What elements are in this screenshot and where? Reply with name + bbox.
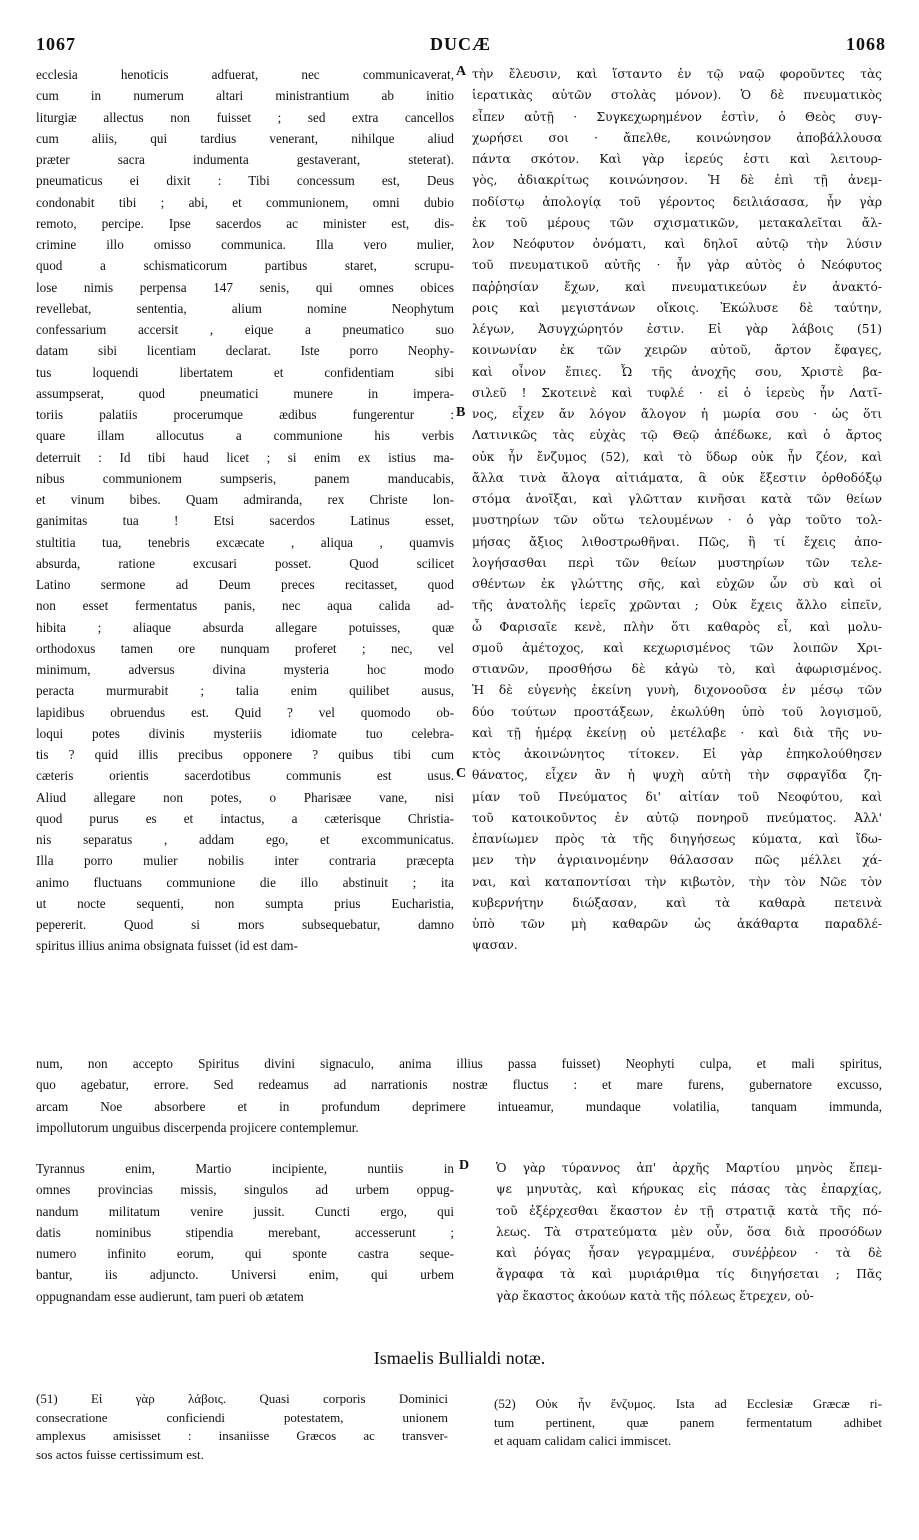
text-line: στιανῶν, προσθήσω δὲ κἀγὼ τὸ, καὶ ἀφωρισμένος. — [472, 662, 882, 676]
text-line: amplexus amisisset : insaniisse Græcos ac transver- — [36, 1428, 448, 1443]
text-line: ἱερατικὰς αὐτῶν στολὰς μόνον). Ὁ δὲ πνευματικὸς — [472, 88, 882, 103]
text-line: crimine illo omisso communica. Illa vero mulier, — [36, 237, 454, 252]
text-line: Tyrannus enim, Martio incipiente, nuntiis in — [36, 1161, 454, 1176]
text-line: μήσας ἄξιος λιθοστρωθῆναι. Πῶς, ἢ τί ἔχεις ἀπο- — [472, 534, 882, 549]
text-line: σμοῦ ἀμέτοχος, καὶ κεχωρισμένος τῶν λοιπῶν Χρι- — [472, 640, 882, 655]
text-line: lose nimis perpensa 147 senis, qui omnes obices — [36, 279, 454, 295]
text-line: datis nominibus stipendia merebant, accesserunt ; — [36, 1224, 454, 1240]
text-line: (51) Εἰ γὰρ λάβοις. Quasi corporis Dominici — [36, 1391, 448, 1406]
text-line: liturgiæ allectus non fuisset ; sed extra cancellos — [36, 109, 454, 125]
text-line: assumpserat, quod pneumatici munere in impera- — [36, 385, 454, 401]
full-width-paragraph — [36, 1053, 882, 1138]
footnote-51 — [36, 1390, 448, 1464]
text-line: arcam Noe absorbere et in profundum deprimere intueamur, mundaque volatilia, tanquam immunda, — [36, 1098, 882, 1114]
text-line: ἄλλα τινὰ ἄλογα αἰτιάματα, ἃ οὐκ ἔξεστιν ὀρθοδόξῳ — [472, 470, 882, 485]
text-line: γὰρ ἕκαστος ἀκούων κατὰ τῆς πόλεως ἔτρεχεν, οὐ- — [496, 1288, 814, 1303]
text-line: στόμα ἀνοῖξαι, καὶ γλῶτταν κινῆσαι κατὰ τῶν θείων — [472, 492, 882, 506]
text-line: λέγων, Ἀσυγχώρητόν ἐστιν. Εἰ γὰρ λάβοις (51) — [472, 322, 882, 336]
text-line: quod a schismaticorum partibus staret, scrupu- — [36, 258, 454, 274]
text-line: et vinum bibes. Quam admiranda, rex Christe lon- — [36, 492, 454, 507]
text-line: stultitia tua, tenebris excæcate , aliqua , quamvis — [36, 534, 454, 550]
text-line: cum aliis, qui tardius venerant, nihilque aliud — [36, 130, 454, 146]
text-line: loqui potes divinis mysteriis idiomate tuo celebra- — [36, 725, 454, 741]
greek-column-1 — [472, 64, 882, 957]
text-line: σθέντων ἐκ γλώττης σῆς, καὶ εὐχῶν ὧν σὺ καὶ οἱ — [472, 577, 882, 591]
text-line: minimum, adversus divina mysteria hoc modo — [36, 662, 454, 677]
text-line: nandum militatum venire jussit. Cuncti ergo, qui — [36, 1203, 454, 1219]
text-line: bantur, iis adjuncto. Universi enim, qui urbem — [36, 1267, 454, 1283]
text-line: λεως. Τὰ στρατεύματα μὲν οὖν, ὅσα διὰ προσόδων — [496, 1224, 882, 1239]
margin-mark-b: B — [456, 405, 466, 420]
text-line: Λατινικῶς τὰς εὐχὰς τῷ Θεῷ ἀπέδωκε, καὶ ὁ ἄρτος — [472, 428, 882, 443]
text-line: tum pertinent, quæ panem fermentatum adhibet — [494, 1414, 882, 1430]
text-line: καὶ τῇ ἡμέρᾳ ἐκείνῃ οὐ μετέλαβε · καὶ διὰ τῆς νυ- — [472, 725, 882, 740]
text-line: deterruit : Id tibi haud licet ; si enim ex istius ma- — [36, 449, 454, 465]
page-number-left: 1067 — [36, 34, 76, 54]
text-line: ψε μηνυτὰς, καὶ κήρυκας εἰς πάσας τὰς ἐπαρχίας, — [496, 1182, 882, 1197]
text-line: τὴν ἔλευσιν, καὶ ἵσταντο ἐν τῷ ναῷ φοροῦντες τὰς — [472, 67, 882, 81]
text-line: γὸς, ἀδιακρίτως κοινώνησον. Ἡ δὲ ἐπὶ τῇ ἀνεμ- — [472, 173, 882, 188]
text-line: pneumaticus ei dixit : Tibi concessum est, Deus — [36, 173, 454, 189]
text-line: Aliud allegare non potes, o Pharisæe vane, nisi — [36, 789, 454, 805]
text-line: μίαν τοῦ Πνεύματος δι' αἰτίαν τοῦ Νεοφύτου, καὶ — [472, 789, 882, 804]
text-line: sos actos fuisse certissimum est. — [36, 1446, 204, 1462]
margin-mark-d: D — [459, 1158, 470, 1173]
text-line: Ἡ δὲ εὐγενὴς ἐκείνη γυνὴ, διχονοοῦσα ἐν μέσῳ τῶν — [472, 683, 882, 698]
text-line: ὦ Φαρισαῖε κενὲ, πλὴν ὅτι καθαρὸς εἶ, καὶ μολυ- — [472, 619, 882, 634]
text-line: cum in numerum altari ministrantium ab initio — [36, 88, 454, 104]
text-line: κυβερνήτην διώξασαν, καὶ τὰ καθαρὰ πετεινὰ — [472, 895, 882, 910]
text-line: toriis palatiis procerumque ædibus fungerentur : — [36, 407, 454, 422]
text-line: ναι, καὶ καταποντίσαι τὴν κιβωτὸν, τὴν τὸν Νῶε τὸν — [472, 874, 882, 889]
latin-column-1 — [36, 64, 454, 957]
text-line: ganimitas tua ! Etsi sacerdos Latinus esset, — [36, 513, 454, 529]
text-line: ἐκ τοῦ μέρους τῶν σχισματικῶν, μετακαλεῖται ἄλ- — [472, 215, 882, 230]
margin-mark-c: C — [456, 766, 467, 781]
text-line: τοῦ ἐξέρχεσθαι ἕκαστον ἐν τῇ στρατιᾷ κατὰ τῆς πό- — [496, 1203, 882, 1218]
text-line: πάντα σκότον. Καὶ γὰρ ἱερεύς ἐστι καὶ λειτουρ- — [472, 152, 882, 166]
text-line: θάνατος, εἶχεν ἂν ἡ ψυχὴ αὐτὴ τὴν σφραγῖδα ζη- — [472, 768, 882, 783]
page-number-right: 1068 — [846, 34, 886, 54]
text-line: παῤῥησίαν ἔχων, καὶ πνευματικεύων ἐν ἀνακτό- — [472, 279, 882, 294]
text-line: quod purus es et intactus, a cæterisque Christia- — [36, 810, 454, 826]
text-line: ὑπὸ τῶν μὴ καθαρῶν ὡς ἀκάθαρτα παραδλέ- — [472, 917, 882, 931]
text-line: numero infinito eorum, qui sponte castra seque- — [36, 1246, 454, 1261]
footnote-52 — [494, 1395, 882, 1451]
text-line: oppugnandam esse audierunt, tam pueri ob ætatem — [36, 1288, 304, 1304]
text-line: pepererit. Quod si mors subsequebatur, damno — [36, 917, 454, 932]
text-line: quo agebatur, errore. Sed redeamus ad narrationis nostræ fluctus : et mare furens, gubernatore excusso, — [36, 1077, 882, 1093]
text-line: num, non accepto Spiritus divini signaculo, anima illius passa fuisset) Neophyti culpa, et mali spiritus, — [36, 1056, 882, 1071]
text-line: κτὸς ἀκοινώνητος τίτοκεν. Εἰ γὰρ ἐπηκολούθησεν — [472, 747, 882, 761]
text-line: καὶ ῥόγας ἦσαν γεγραμμένα, συνέῤῥεον · τὰ δὲ — [496, 1246, 882, 1260]
text-line: εἶπεν αὐτῇ · Συγκεχωρημένον ἐστὶν, ὁ Θεὸς συγ- — [472, 109, 882, 124]
text-line: νος, εἶχεν ἄν λόγον ἄλογον ἡ μωρία σου · ὡς ὅτι — [472, 407, 882, 421]
text-line: ἐπανίωμεν πρὸς τὰ τῆς διηγήσεως κύματα, καὶ ἴδω- — [472, 832, 882, 846]
text-line: τῆς ἀνατολῆς ἱερεῖς χρῶνται ; Οὐκ ἔχεις ἄλλο εἰπεῖν, — [472, 598, 882, 613]
text-line: κοινωνίαν ἐκ τῶν χειρῶν αὐτοῦ, ἄρτον ἔφαγες, — [472, 343, 882, 358]
text-line: nis separatus , addam ego, et excommunicatus. — [36, 832, 454, 847]
text-line: spiritus illius anima obsignata fuisset (id est dam- — [36, 938, 298, 954]
text-line: οὐκ ἦν ἔνζυμος (52), καὶ τὸ ὕδωρ οὐκ ἦν ζέον, καὶ — [472, 449, 882, 464]
text-line: confessarium accersit , eique a pneumatico suo — [36, 322, 454, 337]
text-line: consecratione conficiendi potestatem, unionem — [36, 1409, 448, 1425]
text-line: condonabit tibi ; abi, et communionem, omni dubio — [36, 194, 454, 210]
text-line: τοῦ πνευματικοῦ αὐτῆς · ἦν γὰρ αὐτὸς ὁ Νεόφυτος — [472, 258, 882, 273]
text-line: (52) Οὐκ ἦν ἔνζυμος. Ista ad Ecclesiæ Græcæ ri- — [494, 1396, 882, 1411]
text-line: καὶ οἶνον ἔπιες. Ὦ τῆς ἀνοχῆς σου, Χριστὲ βα- — [472, 364, 882, 379]
text-line: Illa porro mulier nobilis inter contraria præcepta — [36, 853, 454, 869]
text-line: peracta murmurabit ; talia enim quilibet ausus, — [36, 683, 454, 699]
text-line: et aquam calidam calici immiscet. — [494, 1433, 672, 1448]
text-line: ut nocte sequenti, non sumpta prius Eucharistia, — [36, 895, 454, 911]
text-line: quare illam allocutus a communione his verbis — [36, 428, 454, 444]
text-line: Latino sermone ad Deum preces recitasset, quod — [36, 577, 454, 592]
text-line: λογήσασθαι περὶ τῶν θείων μυστηρίων τῶν τελε- — [472, 555, 882, 570]
text-line: tus loquendi libertatem et confidentiam sibi — [36, 364, 454, 380]
text-line: nibus communionem sumpseris, panem manducabis, — [36, 470, 454, 486]
text-line: δύο τούτων προστάξεων, ἐκωλύθη ὑπὸ τοῦ λογισμοῦ, — [472, 704, 882, 719]
text-line: μυστηρίων τῶν οὕτω τελουμένων · ὁ γὰρ τοῦτο τολ- — [472, 513, 882, 528]
notes-title: Ismaelis Bullialdi notæ. — [373, 1348, 546, 1368]
text-line: μεν τὴν ἀγριαινομένην θάλασσαν πῶς μέλλει χά- — [472, 853, 882, 868]
text-line: ψασαν. — [472, 938, 518, 953]
text-line: orthodoxus tamen ore nunquam proferet ; nec, vel — [36, 640, 454, 656]
greek-column-2 — [496, 1158, 882, 1307]
running-title: DUCÆ — [430, 34, 491, 54]
text-line: τοῦ κατοικοῦντος ἐν αὐτῷ πονηροῦ πνεύματος. Ἀλλ' — [472, 810, 882, 825]
text-line: hibita ; aliaque absurda allegare potuisses, quæ — [36, 619, 454, 635]
text-line: præter sacra indumenta gestaverant, steterat). — [36, 152, 454, 167]
margin-mark-a: A — [456, 64, 467, 79]
text-line: lapidibus obruendus est. Quid ? vel quomodo ob- — [36, 704, 454, 720]
text-line: ροις καὶ μεγιστάνων οἴκοις. Ἐκώλυσε δὲ ταύτην, — [472, 300, 882, 315]
latin-column-2 — [36, 1158, 454, 1307]
text-line: non esset fermentatus panis, nec aqua calida ad- — [36, 598, 454, 614]
text-line: datam sibi licentiam declarat. Iste porro Neophy- — [36, 343, 454, 359]
text-line: animo fluctuans communione die illo abstinuit ; ita — [36, 874, 454, 890]
text-line: tis ? quid illis precibus opponere ? quibus tibi cum — [36, 747, 454, 762]
text-line: Ὁ γὰρ τύραννος ἀπ' ἀρχῆς Μαρτίου μηνὸς ἔπεμ- — [496, 1161, 882, 1175]
text-line: ποδίστῳ ἀπολογίᾳ τοῦ γέροντος δειλιάσασα, ἦν γὰρ — [472, 194, 882, 209]
text-line: cæteris orientis sacerdotibus communis est usus. — [36, 768, 454, 784]
text-line: χωρήσει σοι · ἄπελθε, κοινώνησον ἀποβάλλουσα — [472, 130, 882, 145]
text-line: remoto, percipe. Ipse sacerdos ac minister est, dis- — [36, 215, 454, 231]
text-line: λον Νεόφυτον ὀνόματι, καὶ δηλοῖ αὐτῷ τὴν λύσιν — [472, 237, 882, 251]
text-line: omnes provincias missis, singulos ad urbem oppug- — [36, 1182, 454, 1198]
text-line: σιλεῦ ! Σκοτεινὲ καὶ τυφλέ · εἰ ὁ ἱερεὺς ἦν Λατῖ- — [472, 385, 882, 400]
text-line: ἄγραφα τὰ καὶ μυριάριθμα τίς διηγήσεται ; Πᾶς — [496, 1267, 882, 1282]
text-line: ecclesia henoticis adfuerat, nec communicaverat, — [36, 67, 454, 82]
text-line: impollutorum unguibus discerpenda projicere contemplemur. — [36, 1119, 359, 1135]
text-line: absurda, ratione excusari posset. Quod scilicet — [36, 555, 454, 571]
text-line: revellebat, sententia, alium nomine Neophytum — [36, 300, 454, 316]
